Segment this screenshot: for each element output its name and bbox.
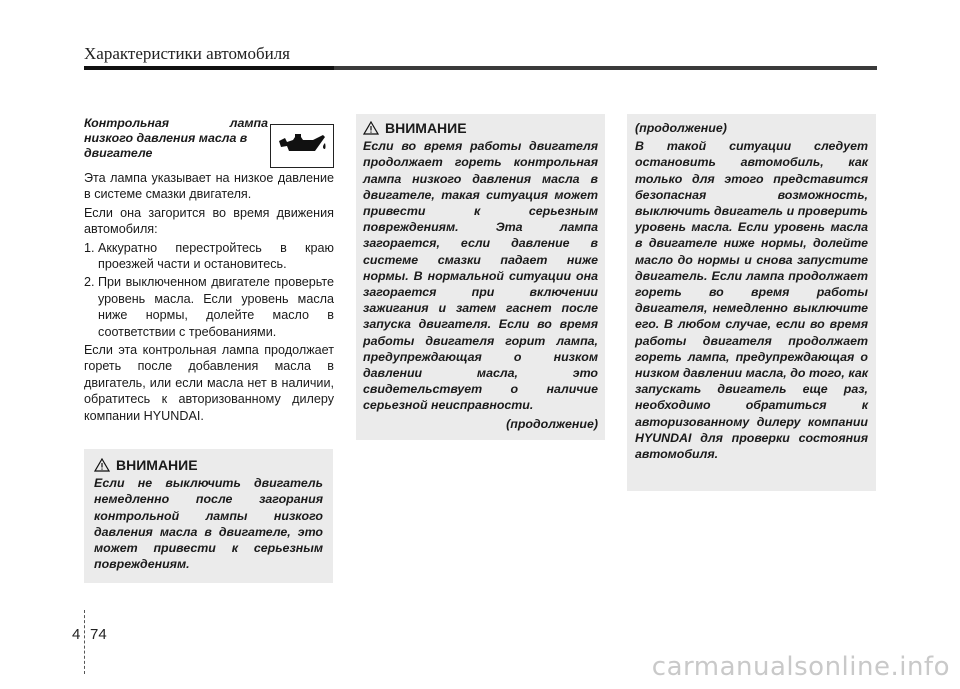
left-column bbox=[84, 116, 334, 426]
continued-label: (продолжение) bbox=[506, 416, 598, 431]
warning-body: Если во время работы двигателя продолжает гореть контрольная лампа низкого давления масла в двигателе, такая ситуация может привести к серьезным повреждениям. Эта лампа загорается, если давление в системе смазки падает ниже нормы. В нормальной ситуации она загорается при включении зажигания и затем гаснет после запуска двигателя. Если во время работы двигателя горит лампа, предупреждающая о низком давлении масла, это свидетельствует о наличие серьезной неисправности. bbox=[363, 139, 598, 413]
oil-can-icon bbox=[270, 124, 334, 168]
continued-label: (продолжение) bbox=[635, 121, 727, 135]
lamp-heading-line1: Контрольная лампа bbox=[84, 116, 268, 130]
warning-triangle-icon bbox=[363, 121, 379, 135]
warning-body: В такой ситуации следует остановить автомобиль, как только для этого представится безопасная возможность, выключить двигатель и проверить уровень масла. Если уровень масла в двигателе ниже нормы, долейте масло до нормы и снова запустите двигатель. Если лампа продолжает гореть во время работы двигателя, немедленно выключите его. В любом случае, если во время работы двигателя продолжает гореть лампа, предупреждающая о низком давлении масла, до того, как запускать двигатель еще раз, необходимо обратиться к авторизованному дилеру компании HYUNDAI для проверки состояния автомобиля. bbox=[635, 139, 868, 462]
steps-list bbox=[84, 240, 334, 340]
watermark: carmanualsonline.info bbox=[651, 652, 950, 682]
when-lit-text: Если она загорится во время движения автомобиля: bbox=[84, 205, 334, 237]
warning-title: ВНИМАНИЕ bbox=[363, 120, 598, 136]
header-rule bbox=[84, 66, 877, 70]
warning-triangle-icon bbox=[94, 458, 110, 472]
list-item: 1. Аккуратно перестройтесь в краю проезжей части и остановитесь. bbox=[84, 240, 334, 272]
lamp-heading bbox=[84, 116, 334, 164]
warning-box-left bbox=[84, 449, 333, 583]
page-number-value: 74 bbox=[90, 626, 107, 643]
page-number-divider bbox=[84, 610, 85, 674]
chapter-number: 4 bbox=[72, 626, 81, 643]
page-header-title: Характеристики автомобиля bbox=[84, 44, 290, 63]
lamp-heading-line3: двигателе bbox=[84, 146, 153, 160]
warning-box-right bbox=[627, 114, 876, 491]
intro-text: Эта лампа указывает на низкое давление в системе смазки двигателя. bbox=[84, 171, 334, 202]
list-item: 2. При выключенном двигателе проверьте уровень масла. Если уровень масла ниже нормы, долейте масло в соответствии с требованиями. bbox=[84, 275, 334, 339]
warning-box-middle bbox=[356, 114, 605, 440]
lamp-heading-line2: низкого давления масла в bbox=[84, 131, 248, 145]
warning-title: ВНИМАНИЕ bbox=[94, 457, 323, 473]
warning-body: Если не выключить двигатель немедленно после загорания контрольной лампы низкого давления масла в двигателе, это может привести к серьезным повреждениям. bbox=[94, 476, 323, 572]
after-text: Если эта контрольная лампа продолжает гореть после добавления масла в двигатель, или если масла нет в наличии, обратитесь к авторизованному дилеру компании HYUNDAI. bbox=[84, 343, 334, 423]
